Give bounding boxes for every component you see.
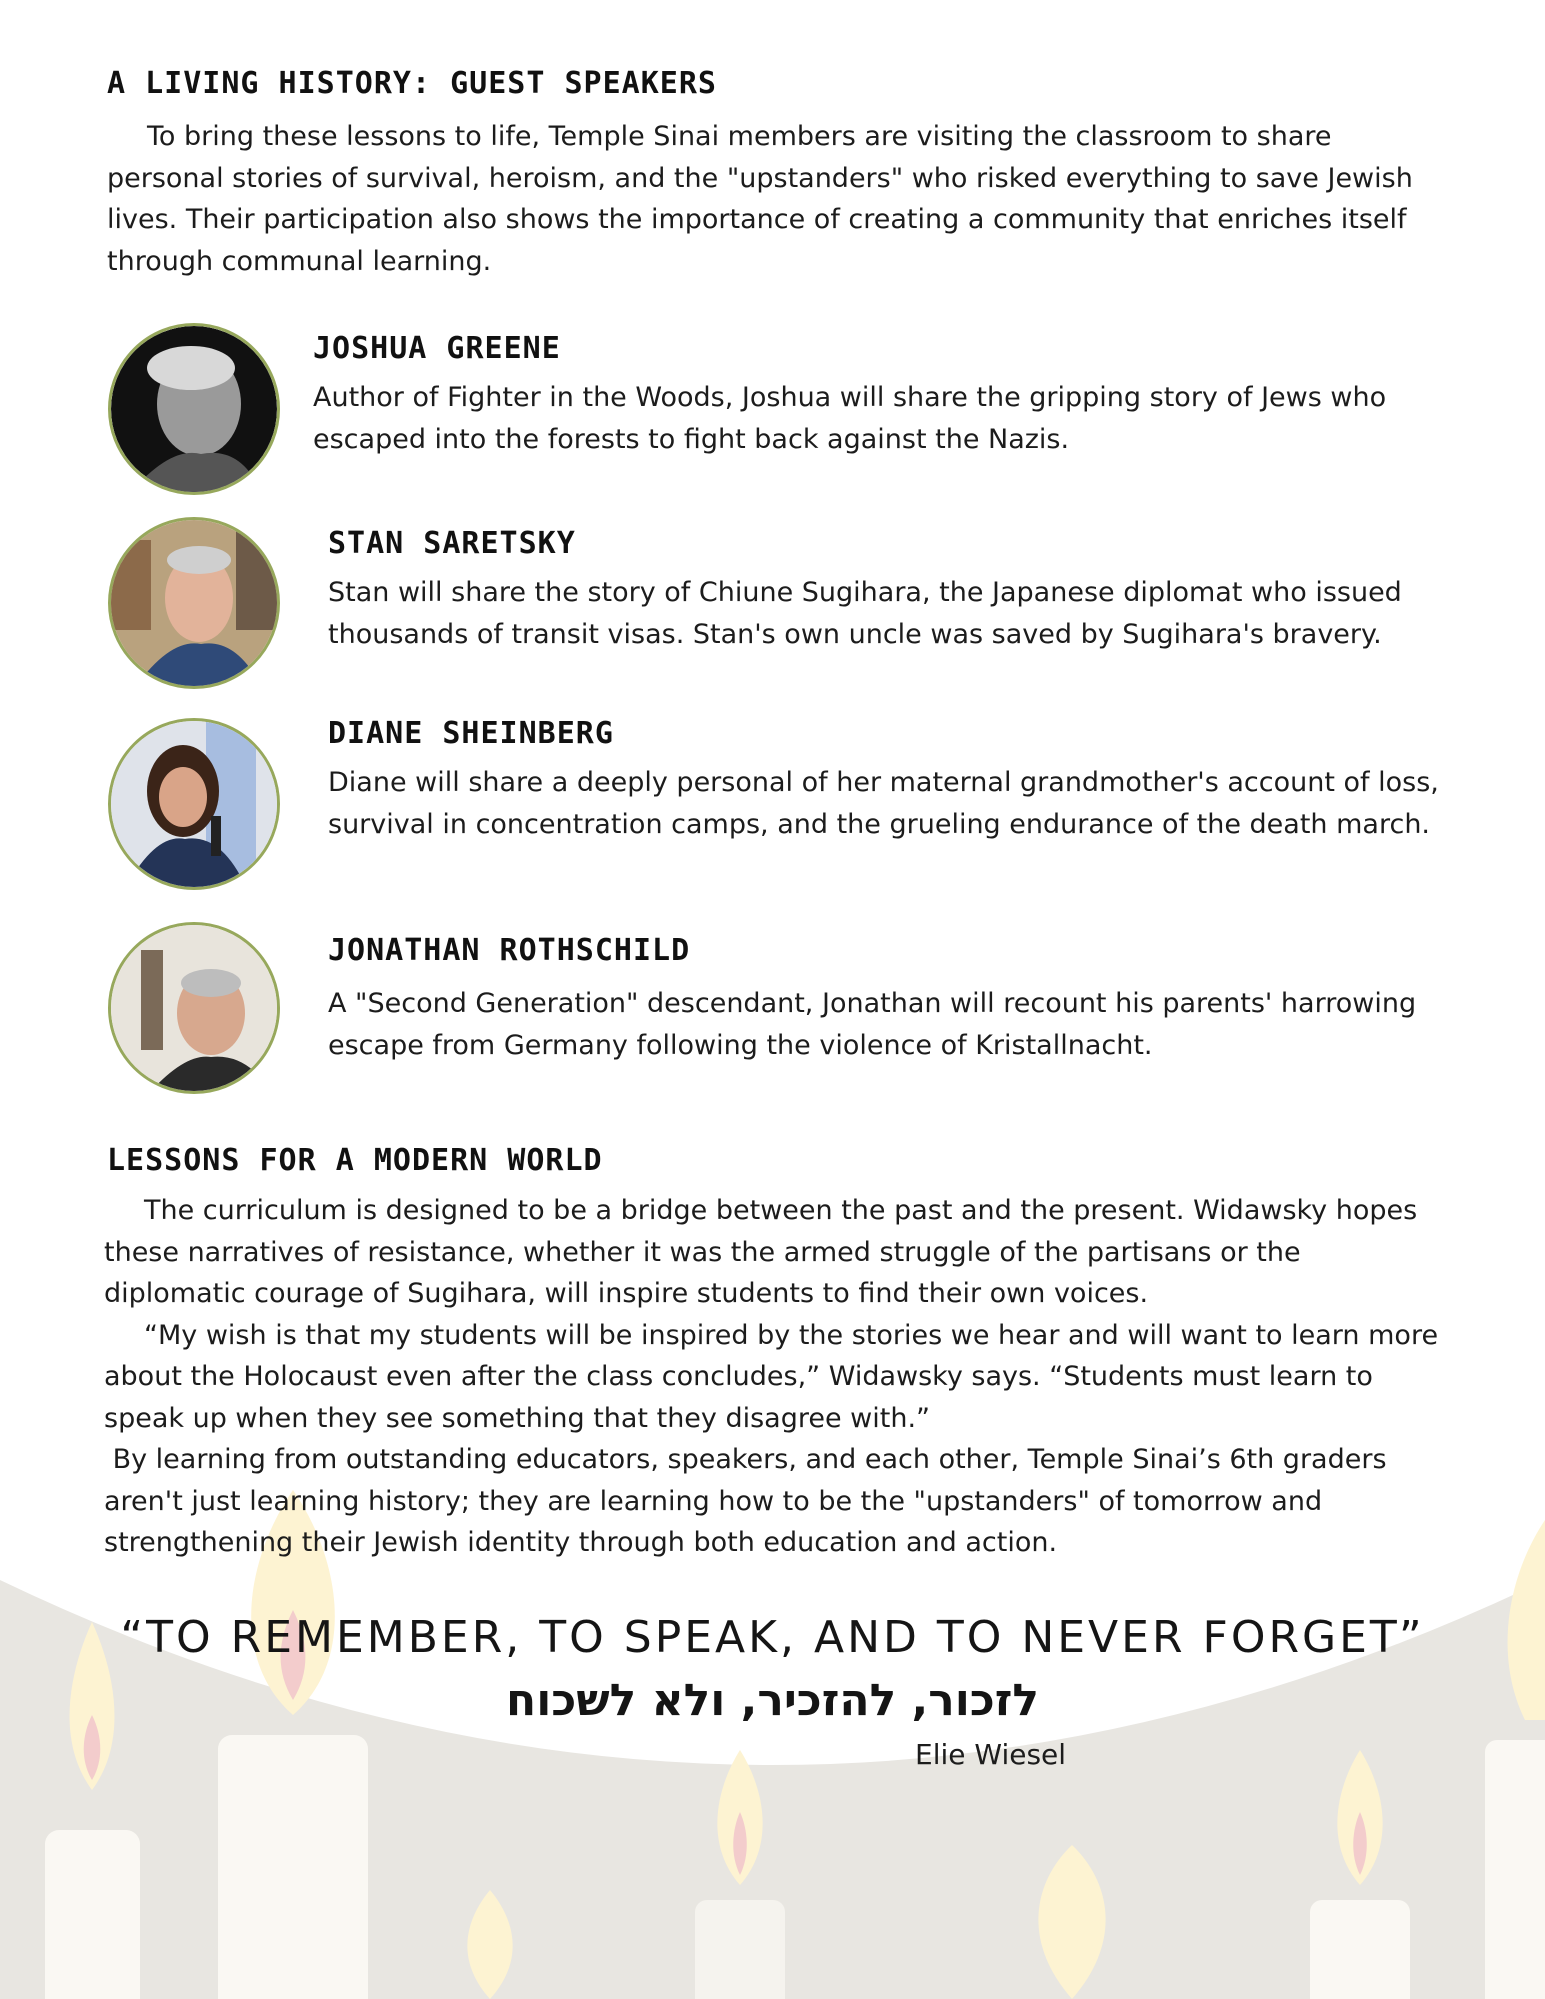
candle-icon	[695, 1900, 785, 1999]
portrait-photo-icon	[111, 326, 277, 492]
speaker-bio: Author of Fighter in the Woods, Joshua will share the gripping story of Jews who escaped into the forests to fight back against the Nazis.	[313, 382, 1387, 455]
speaker-photo-stan-saretsky	[108, 517, 280, 689]
speaker-bio: Diane will share a deeply personal of her maternal grandmother's account of loss, survival in concentration camps, and the grueling endurance of the death march.	[328, 767, 1439, 840]
speaker-name: DIANE SHEINBERG	[328, 716, 614, 751]
lessons-paragraph: The curriculum is designed to be a bridge between the past and the present. Widawsky hopes these narratives of resistance, whether it was the armed struggle of the partisans or the diplomatic courage of Sugihara, will inspire students to find their own voices.	[104, 1195, 1418, 1309]
speaker-bio: Stan will share the story of Chiune Sugihara, the Japanese diplomat who issued thousands of transit visas. Stan's own uncle was saved by Sugihara's bravery.	[328, 577, 1402, 650]
speaker-photo-diane-sheinberg	[108, 718, 280, 890]
candle-icon	[45, 1830, 140, 1999]
quote-hebrew: לזכור, להזכיר, ולא לשכוח	[506, 1675, 1039, 1726]
lessons-paragraph: By learning from outstanding educators, speakers, and each other, Temple Sinai’s 6th graders aren't just learning history; they are learning how to be the "upstanders" of tomorrow and strengthening their Jewish identity through both education and action.	[104, 1444, 1387, 1558]
candle-icon	[218, 1735, 368, 1999]
speaker-name: STAN SARETSKY	[328, 526, 576, 561]
candle-icon	[1310, 1900, 1410, 1999]
lessons-body	[104, 1190, 1449, 1564]
speaker-bio: A "Second Generation" descendant, Jonathan will recount his parents' harrowing escape from Germany following the violence of Kristallnacht.	[328, 988, 1417, 1061]
section-heading-living-history: A LIVING HISTORY: GUEST SPEAKERS	[107, 66, 717, 101]
lessons-paragraph: “My wish is that my students will be inspired by the stories we hear and will want to learn more about the Holocaust even after the class concludes,” Widawsky says. “Students must learn to speak up when they see something that they disagree with.”	[104, 1319, 1439, 1434]
speaker-name: JOSHUA GREENE	[313, 331, 561, 366]
speaker-name: JONATHAN ROTHSCHILD	[328, 933, 691, 968]
candle-icon	[1485, 1740, 1545, 1999]
quote-english: “TO REMEMBER, TO SPEAK, AND TO NEVER FORGET”	[120, 1612, 1425, 1663]
portrait-photo-icon	[111, 925, 277, 1091]
portrait-photo-icon	[111, 520, 277, 686]
speaker-photo-jonathan-rothschild	[108, 922, 280, 1094]
speaker-photo-joshua-greene	[108, 323, 280, 495]
living-history-intro: To bring these lessons to life, Temple Sinai members are visiting the classroom to share personal stories of survival, heroism, and the "upstanders" who risked everything to save Jewish lives. Their participation also shows the importance of creating a community that enriches itself through communal learning.	[107, 121, 1413, 277]
quote-attribution: Elie Wiesel	[915, 1738, 1067, 1771]
portrait-photo-icon	[111, 721, 277, 887]
section-heading-lessons: LESSONS FOR A MODERN WORLD	[107, 1143, 603, 1178]
